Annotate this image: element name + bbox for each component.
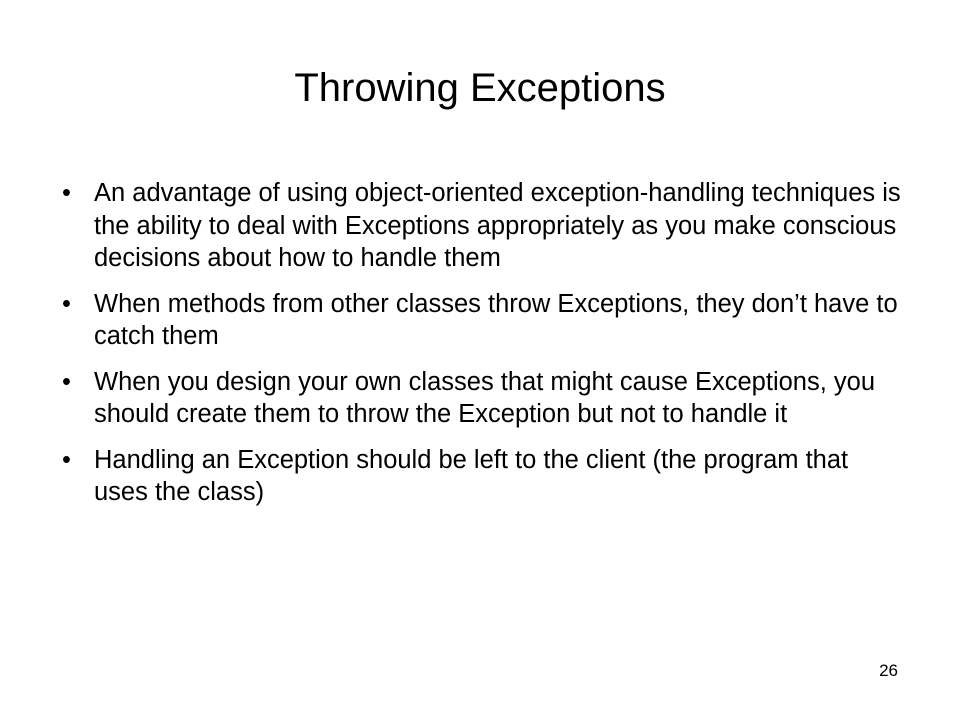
bullet-item [62,177,908,275]
bullet-list [62,177,908,522]
bullet-dot-icon: • [62,445,71,474]
bullet-text: An advantage of using object-oriented exception-handling techniques is the ability to deal with Exceptions appropriately as you make conscious decisions about how to handle them [94,179,901,272]
bullet-text: When you design your own classes that might cause Exceptions, you should create them to throw the Exception but not to handle it [94,367,875,428]
bullet-dot-icon: • [62,179,71,207]
bullet-dot-icon: • [62,367,71,396]
bullet-item [62,366,908,431]
slide-title: Throwing Exceptions [294,66,666,110]
slide-number: 26 [879,661,898,680]
bullet-item [62,444,908,509]
bullet-item [62,288,908,353]
bullet-text: When methods from other classes throw Exceptions, they don’t have to catch them [94,289,898,350]
bullet-text: Handling an Exception should be left to the client (the program that uses the class) [94,445,849,506]
bullet-dot-icon: • [62,289,71,318]
